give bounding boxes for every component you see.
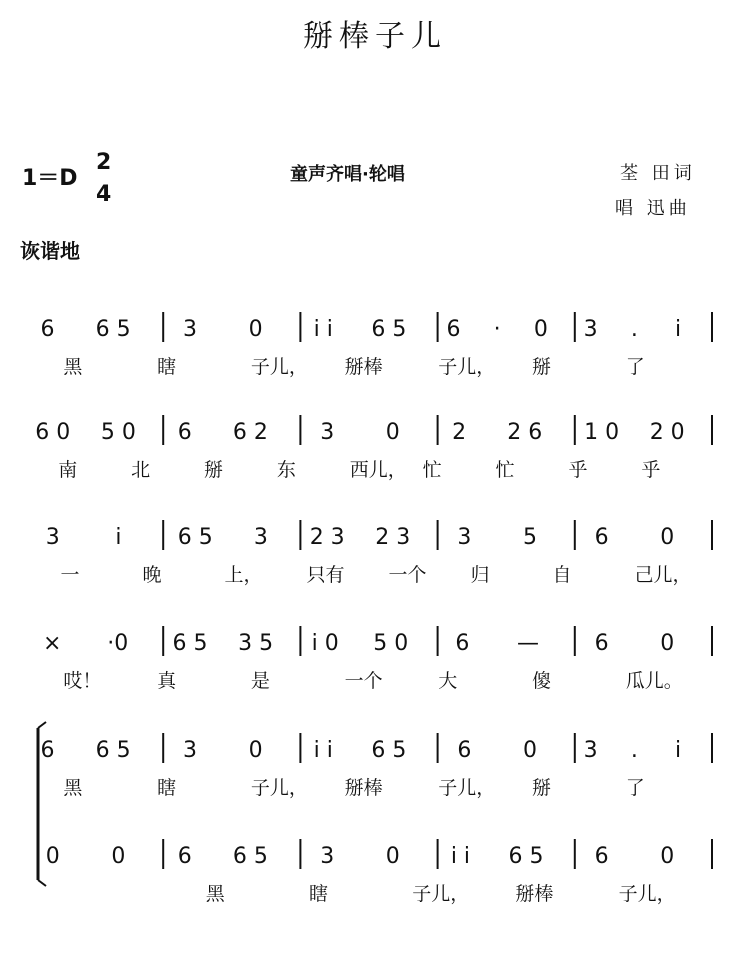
note-group: 6 5 bbox=[172, 630, 208, 656]
lyric-syllable: 上， bbox=[224, 564, 263, 586]
measure bbox=[157, 630, 288, 656]
note-group: 3 bbox=[320, 419, 335, 445]
measure bbox=[432, 843, 563, 869]
lyric-syllable: 一 bbox=[60, 564, 80, 586]
lyric-syllable: 一个 bbox=[388, 564, 427, 586]
note-group: 1 0 bbox=[584, 419, 620, 445]
lyric-syllable: 西儿， bbox=[349, 459, 407, 481]
lyric-syllable: 乎 bbox=[641, 459, 661, 481]
note-group: 5 0 bbox=[373, 630, 409, 656]
measure bbox=[20, 630, 151, 656]
note-group: 6 5 bbox=[177, 524, 213, 550]
note-group: 2 3 bbox=[309, 524, 345, 550]
lyric-syllable: 子儿， bbox=[412, 883, 470, 905]
measure bbox=[294, 843, 425, 869]
measure bbox=[294, 737, 425, 763]
measure bbox=[20, 737, 151, 763]
lyric-syllable: 忙 bbox=[422, 459, 442, 481]
note-group: 5 bbox=[522, 524, 537, 550]
lyric-syllable: 傻 bbox=[532, 670, 552, 692]
note-group: 6 5 bbox=[508, 843, 544, 869]
note-group: 3 5 bbox=[238, 630, 274, 656]
measure bbox=[157, 419, 288, 445]
note-group: 6 0 bbox=[35, 419, 71, 445]
lyric-syllable: 归 bbox=[470, 564, 490, 586]
measure bbox=[20, 419, 151, 445]
note-group: ·0 bbox=[107, 630, 129, 656]
note-group: 0 bbox=[522, 737, 537, 763]
lyric-syllable: 黑 bbox=[205, 883, 225, 905]
note-group: 6 5 bbox=[95, 737, 131, 763]
lyric-syllable: 掰 bbox=[532, 777, 552, 799]
note-group: 6 5 bbox=[232, 843, 268, 869]
note-group: 3 bbox=[583, 316, 598, 342]
note-group: i i bbox=[313, 737, 333, 763]
measure bbox=[20, 316, 151, 342]
note-group: 0 bbox=[660, 630, 675, 656]
lyric-syllable: 北 bbox=[131, 459, 151, 481]
lyric-syllable: 自 bbox=[552, 564, 572, 586]
note-group: 6 bbox=[594, 524, 609, 550]
lyric-syllable: 子儿， bbox=[250, 356, 308, 378]
canon-bracket-bottom bbox=[38, 880, 46, 886]
measure bbox=[294, 316, 425, 342]
note-group: 0 bbox=[385, 419, 400, 445]
lyric-syllable: 瞎 bbox=[157, 777, 177, 799]
note-group: 2 bbox=[452, 419, 467, 445]
note-group: i i bbox=[313, 316, 333, 342]
note-group: 3 bbox=[45, 524, 60, 550]
measure bbox=[20, 843, 151, 869]
lyric-syllable: 掰 bbox=[204, 459, 224, 481]
note-group: 0 bbox=[533, 316, 548, 342]
note-group: i bbox=[675, 737, 682, 763]
lyric-syllable: 己儿， bbox=[634, 564, 692, 586]
measure bbox=[294, 630, 425, 656]
note-group: 6 bbox=[177, 843, 192, 869]
note-group: i i bbox=[450, 843, 471, 869]
note-group: 6 bbox=[455, 630, 470, 656]
note-group: 6 2 bbox=[232, 419, 268, 445]
lyric-syllable: 黑 bbox=[63, 356, 83, 378]
lyric-syllable: 大 bbox=[438, 670, 458, 692]
measure bbox=[157, 524, 288, 550]
note-group: 0 bbox=[248, 316, 263, 342]
note-group: 6 bbox=[594, 630, 609, 656]
lyric-syllable: 瞎 bbox=[157, 356, 177, 378]
note-group: 3 bbox=[583, 737, 598, 763]
measure bbox=[569, 316, 700, 342]
measure bbox=[569, 737, 700, 763]
expression-marking: 诙谐地 bbox=[20, 239, 80, 263]
lyric-syllable: 瞎 bbox=[309, 883, 329, 905]
measure bbox=[294, 524, 425, 550]
note-group: 0 bbox=[248, 737, 263, 763]
meter-numerator: 2 bbox=[96, 150, 112, 175]
composer-credit: 唱 迅曲 bbox=[615, 198, 691, 219]
note-group: i bbox=[115, 524, 122, 550]
measure bbox=[432, 524, 563, 550]
measure bbox=[157, 843, 288, 869]
note-group: · bbox=[493, 316, 501, 342]
lyric-syllable: 乎 bbox=[568, 459, 588, 481]
note-group: . bbox=[630, 316, 638, 342]
measure bbox=[432, 630, 563, 656]
note-group: . bbox=[630, 737, 638, 763]
measure bbox=[569, 630, 700, 656]
lyric-syllable: 真 bbox=[157, 670, 177, 692]
note-group: 6 5 bbox=[95, 316, 131, 342]
note-group: 2 6 bbox=[507, 419, 543, 445]
note-group: 0 bbox=[660, 843, 675, 869]
measure bbox=[157, 737, 288, 763]
lyric-syllable: 瓜儿。 bbox=[625, 670, 683, 692]
lyric-syllable: 南 bbox=[58, 459, 78, 481]
note-group: 3 bbox=[182, 737, 197, 763]
lyric-syllable: 一个 bbox=[344, 670, 383, 692]
note-group: 5 0 bbox=[100, 419, 136, 445]
note-group: 2 3 bbox=[375, 524, 411, 550]
note-group: × bbox=[42, 630, 62, 656]
canon-bracket-top bbox=[38, 722, 46, 728]
lyric-syllable: 忙 bbox=[495, 459, 515, 481]
note-group: — bbox=[516, 630, 539, 656]
lyric-syllable: 了 bbox=[625, 777, 645, 799]
note-group: 6 bbox=[457, 737, 472, 763]
performance-style: 童声齐唱·轮唱 bbox=[290, 164, 405, 185]
note-group: 3 bbox=[457, 524, 472, 550]
measure bbox=[432, 316, 563, 342]
lyric-syllable: 哎！ bbox=[63, 670, 102, 692]
key-signature: 1＝D bbox=[22, 166, 78, 191]
note-group: 0 bbox=[660, 524, 675, 550]
meter-denominator: 4 bbox=[96, 182, 112, 207]
lyric-syllable: 掰棒 bbox=[344, 777, 383, 799]
measure bbox=[569, 524, 700, 550]
lyric-syllable: 是 bbox=[250, 670, 270, 692]
note-group: 0 bbox=[111, 843, 126, 869]
lyric-syllable: 黑 bbox=[63, 777, 83, 799]
measure bbox=[157, 316, 288, 342]
note-group: 0 bbox=[385, 843, 400, 869]
song-title: 掰棒子儿 bbox=[303, 19, 447, 54]
note-group: 6 5 bbox=[371, 737, 407, 763]
note-group: 6 bbox=[40, 737, 55, 763]
lyric-syllable: 东 bbox=[276, 459, 296, 481]
note-group: 3 bbox=[320, 843, 335, 869]
note-group: 6 bbox=[40, 316, 55, 342]
note-group: 2 0 bbox=[649, 419, 685, 445]
lyric-syllable: 子儿， bbox=[618, 883, 676, 905]
lyric-syllable: 子儿， bbox=[438, 356, 496, 378]
lyric-syllable: 子儿， bbox=[250, 777, 308, 799]
note-group: 6 5 bbox=[371, 316, 407, 342]
measure bbox=[294, 419, 425, 445]
measure bbox=[432, 737, 563, 763]
lyric-syllable: 了 bbox=[625, 356, 645, 378]
note-group: 6 bbox=[446, 316, 461, 342]
note-group: 0 bbox=[45, 843, 60, 869]
lyricist-credit: 荃 田词 bbox=[620, 163, 696, 184]
note-group: 6 bbox=[594, 843, 609, 869]
note-group: 3 bbox=[253, 524, 268, 550]
lyric-syllable: 只有 bbox=[306, 564, 345, 586]
lyric-syllable: 晚 bbox=[142, 564, 162, 586]
measure bbox=[432, 419, 563, 445]
measure bbox=[569, 419, 700, 445]
lyric-syllable: 掰棒 bbox=[344, 356, 383, 378]
lyric-syllable: 掰棒 bbox=[515, 883, 554, 905]
note-group: i bbox=[675, 316, 682, 342]
measure bbox=[569, 843, 700, 869]
note-group: 6 bbox=[177, 419, 192, 445]
lyric-syllable: 子儿， bbox=[438, 777, 496, 799]
measure bbox=[20, 524, 151, 550]
lyric-syllable: 掰 bbox=[532, 356, 552, 378]
note-group: 3 bbox=[182, 316, 197, 342]
note-group: i 0 bbox=[311, 630, 339, 656]
